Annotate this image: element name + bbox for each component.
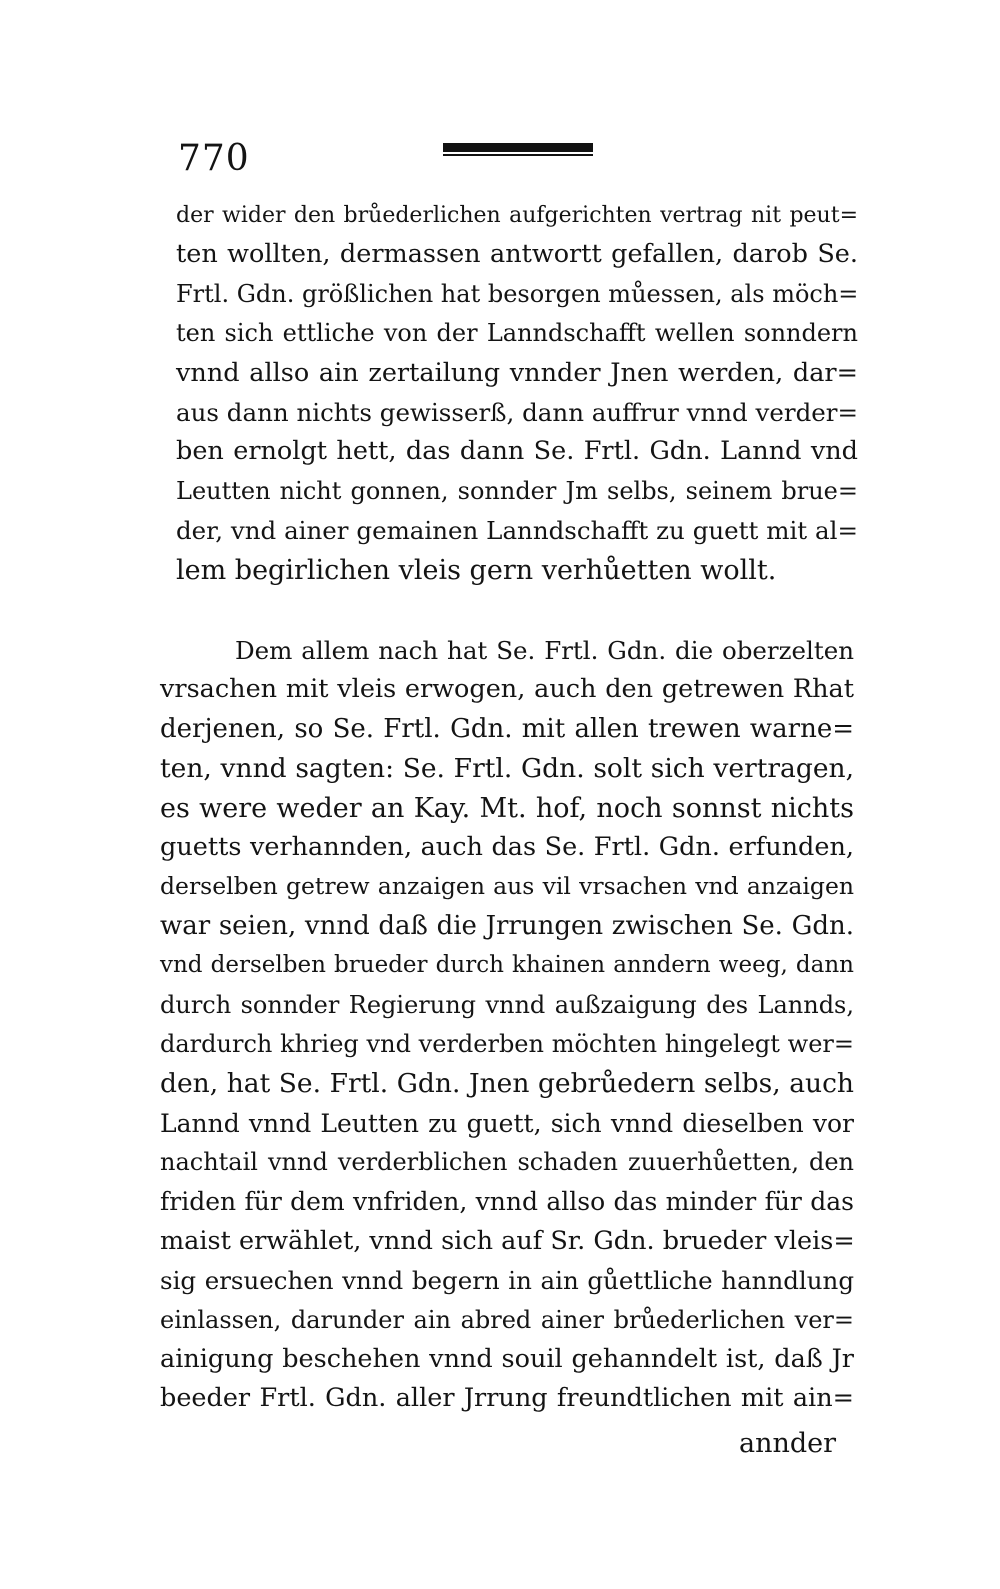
text-line: den, hat Se. Frtl. Gdn. Jnen gebrůedern selbs, auch (160, 1068, 854, 1100)
paragraph-1 (176, 196, 858, 590)
text-line: nachtail vnnd verderblichen schaden zuuerhůetten, den (160, 1148, 854, 1177)
text-line: durch sonnder Regierung vnnd außzaigung des Lannds, (160, 990, 854, 1019)
text-line: beeder Frtl. Gdn. aller Jrrung freundtlichen mit ain= (160, 1383, 854, 1414)
text-line: aus dann nichts gewisserß, dann auffrur vnnd verder= (176, 397, 858, 427)
catchword: annder (739, 1428, 837, 1459)
text-line: ten wollten, dermassen antwortt gefallen, darob Se. (176, 239, 858, 270)
text-line: vrsachen mit vleis erwogen, auch den getrewen Rhat (160, 674, 854, 705)
header-rule-thin (443, 154, 593, 156)
text-line: war seien, vnnd daß die Jrrungen zwischen Se. Gdn. (160, 910, 854, 941)
text-line: Lannd vnnd Leutten zu guett, sich vnnd dieselben vor (160, 1108, 854, 1138)
page-number: 770 (178, 138, 250, 179)
text-line: lem begirlichen vleis gern verhůetten wollt. (176, 554, 777, 586)
text-line: friden für dem vnfriden, vnnd allso das minder für das (160, 1187, 854, 1217)
text-line: ainigung beschehen vnnd souil gehanndelt ist, daß Jr (160, 1344, 854, 1375)
text-line: Dem allem nach hat Se. Frtl. Gdn. die oberzelten (235, 636, 854, 665)
text-line: guetts verhannden, auch das Se. Frtl. Gdn. erfunden, (160, 831, 854, 862)
paragraph-2 (160, 631, 854, 1419)
text-line: ben ernolgt hett, das dann Se. Frtl. Gdn. Lannd vnd (176, 436, 858, 467)
text-line: ten, vnnd sagten: Se. Frtl. Gdn. solt sich vertragen, (160, 753, 854, 785)
text-line: vnnd allso ain zertailung vnnder Jnen werden, dar= (176, 357, 858, 388)
text-line: vnd derselben brueder durch khainen anndern weeg, dann (160, 952, 854, 979)
text-line: einlassen, darunder ain abred ainer brůederlichen ver= (160, 1305, 854, 1334)
text-line: Frtl. Gdn. größlichen hat besorgen můessen, als möch= (176, 279, 859, 308)
header-rule (443, 140, 593, 158)
text-line: derselben getrew anzaigen aus vil vrsachen vnd anzaigen (160, 872, 854, 901)
text-line: der, vnd ainer gemainen Lanndschafft zu guett mit al= (176, 516, 858, 546)
text-line: maist erwählet, vnnd sich auf Sr. Gdn. brueder vleis= (160, 1225, 855, 1256)
text-line: es were weder an Kay. Mt. hof, noch sonnst nichts (160, 792, 854, 824)
text-line: sig ersuechen vnnd begern in ain gůettliche hanndlung (160, 1266, 854, 1296)
text-line: Leutten nicht gonnen, sonnder Jm selbs, seinem brue= (176, 476, 858, 505)
text-line: derjenen, so Se. Frtl. Gdn. mit allen trewen warne= (160, 713, 854, 744)
text-line: ten sich ettliche von der Lanndschafft wellen sonndern (176, 319, 858, 348)
text-line: dardurch khrieg vnd verderben möchten hingelegt wer= (160, 1029, 854, 1058)
text-line: der wider den brůederlichen aufgerichten vertrag nit peut= (176, 203, 858, 228)
header-rule-thick (443, 143, 593, 152)
